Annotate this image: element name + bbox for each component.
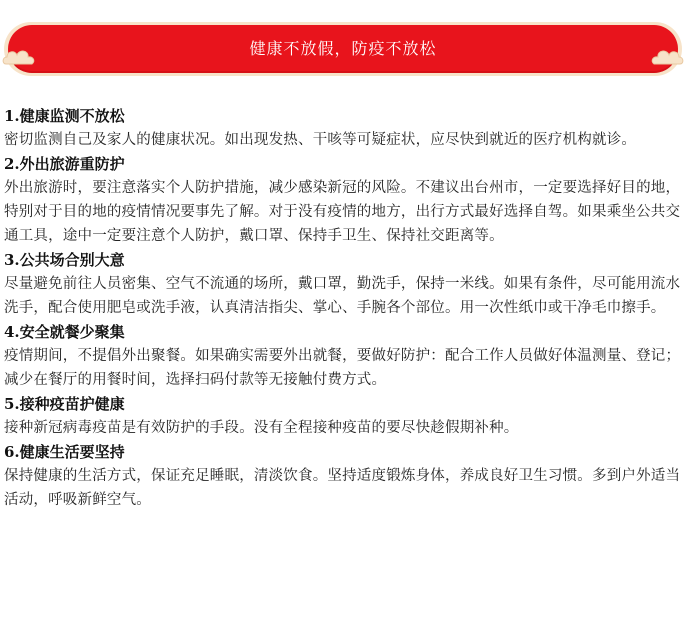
section-body: 接种新冠病毒疫苗是有效防护的手段。没有全程接种疫苗的要尽快趁假期补种。 [4, 420, 519, 436]
section-3 [4, 248, 682, 320]
cloud-right-icon [644, 42, 684, 68]
banner-title: 健康不放假，防疫不放松 [249, 39, 437, 58]
section-heading: 1.健康监测不放松 [4, 107, 125, 125]
title-banner [4, 20, 682, 80]
section-body: 尽量避免前往人员密集、空气不流通的场所，戴口罩，勤洗手，保持一米线。如果有条件，尽可能用流水洗手，配合使用肥皂或洗手液，认真清洁指尖、掌心、手腕各个部位。用一次性纸巾或干净毛巾擦手。 [4, 276, 681, 316]
section-heading: 5.接种疫苗护健康 [4, 395, 125, 413]
section-body: 保持健康的生活方式，保证充足睡眠，清淡饮食。坚持适度锻炼身体，养成良好卫生习惯。多到户外适当活动，呼吸新鲜空气。 [4, 468, 681, 508]
section-body: 外出旅游时，要注意落实个人防护措施，减少感染新冠的风险。不建议出台州市，一定要选择好目的地，特别对于目的地的疫情情况要事先了解。对于没有疫情的地方，出行方式最好选择自驾。如果乘坐公共交通工具，途中一定要注意个人防护，戴口罩、保持手卫生、保持社交距离等。 [4, 180, 681, 244]
section-heading: 4.安全就餐少聚集 [4, 323, 125, 341]
section-heading: 6.健康生活要坚持 [4, 443, 125, 461]
section-body: 疫情期间，不提倡外出聚餐。如果确实需要外出就餐，要做好防护：配合工作人员做好体温测量、登记；减少在餐厅的用餐时间，选择扫码付款等无接触付费方式。 [4, 348, 681, 388]
banner-ribbon [8, 25, 678, 73]
section-4 [4, 320, 682, 392]
cloud-left-icon [2, 42, 42, 68]
section-6 [4, 440, 682, 512]
article-content [4, 104, 682, 512]
section-5 [4, 392, 682, 440]
section-2 [4, 152, 682, 248]
section-heading: 2.外出旅游重防护 [4, 155, 125, 173]
section-1 [4, 104, 682, 152]
section-heading: 3.公共场合别大意 [4, 251, 125, 269]
section-body: 密切监测自己及家人的健康状况。如出现发热、干咳等可疑症状，应尽快到就近的医疗机构就诊。 [4, 132, 637, 148]
